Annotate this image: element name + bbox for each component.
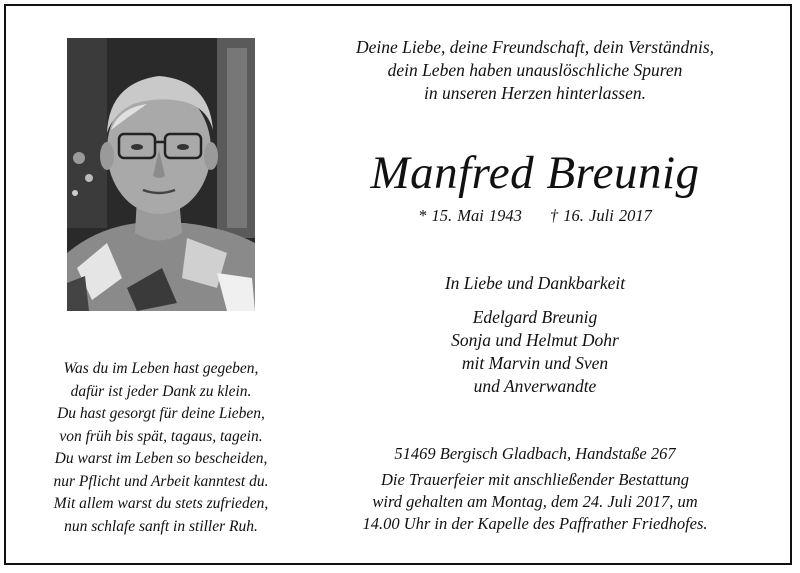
opening-quote — [300, 36, 770, 105]
mourners-list — [300, 306, 770, 398]
mourners-intro: In Liebe und Dankbarkeit — [444, 273, 626, 293]
funeral-line: wird gehalten am Montag, dem 24. Juli 2017, um — [372, 492, 698, 511]
poem-line: nun schlafe sanft in stiller Ruh. — [64, 517, 258, 535]
address: 51469 Bergisch Gladbach, Handstaße 267 — [394, 444, 676, 463]
portrait-image — [67, 38, 255, 311]
memorial-poem — [20, 358, 302, 538]
deceased-name: Manfred Breunig — [370, 147, 700, 199]
birth-date: * 15. Mai 1943 — [418, 206, 522, 225]
funeral-line: Die Trauerfeier mit anschließender Bestattung — [381, 470, 689, 489]
portrait-photo — [67, 38, 255, 311]
poem-line: Mit allem warst du stets zufrieden, — [53, 495, 269, 512]
poem-line: dafür ist jeder Dank zu klein. — [70, 382, 252, 400]
mourner-name: Sonja und Helmut Dohr — [451, 330, 619, 350]
poem-line: von früh bis spät, tagaus, tagein. — [59, 427, 263, 445]
funeral-line: 14.00 Uhr in der Kapelle des Paffrather Friedhofes. — [362, 514, 708, 533]
quote-line: Deine Liebe, deine Freundschaft, dein Verständnis, — [355, 37, 715, 57]
mourner-name: Edelgard Breunig — [472, 307, 598, 327]
mourner-name: und Anverwandte — [473, 376, 597, 396]
poem-line: Du warst im Leben so bescheiden, — [54, 450, 268, 467]
funeral-info — [300, 469, 770, 535]
mourner-name: mit Marvin und Sven — [461, 353, 609, 373]
quote-line: in unseren Herzen hinterlassen. — [424, 83, 646, 103]
poem-line: Was du im Leben hast gegeben, — [63, 360, 259, 377]
poem-line: nur Pflicht und Arbeit kanntest du. — [53, 472, 269, 490]
quote-line: dein Leben haben unauslöschliche Spuren — [387, 60, 683, 80]
death-date: † 16. Juli 2017 — [549, 206, 652, 225]
life-dates — [300, 205, 770, 227]
poem-line: Du hast gesorgt für deine Lieben, — [57, 405, 265, 422]
